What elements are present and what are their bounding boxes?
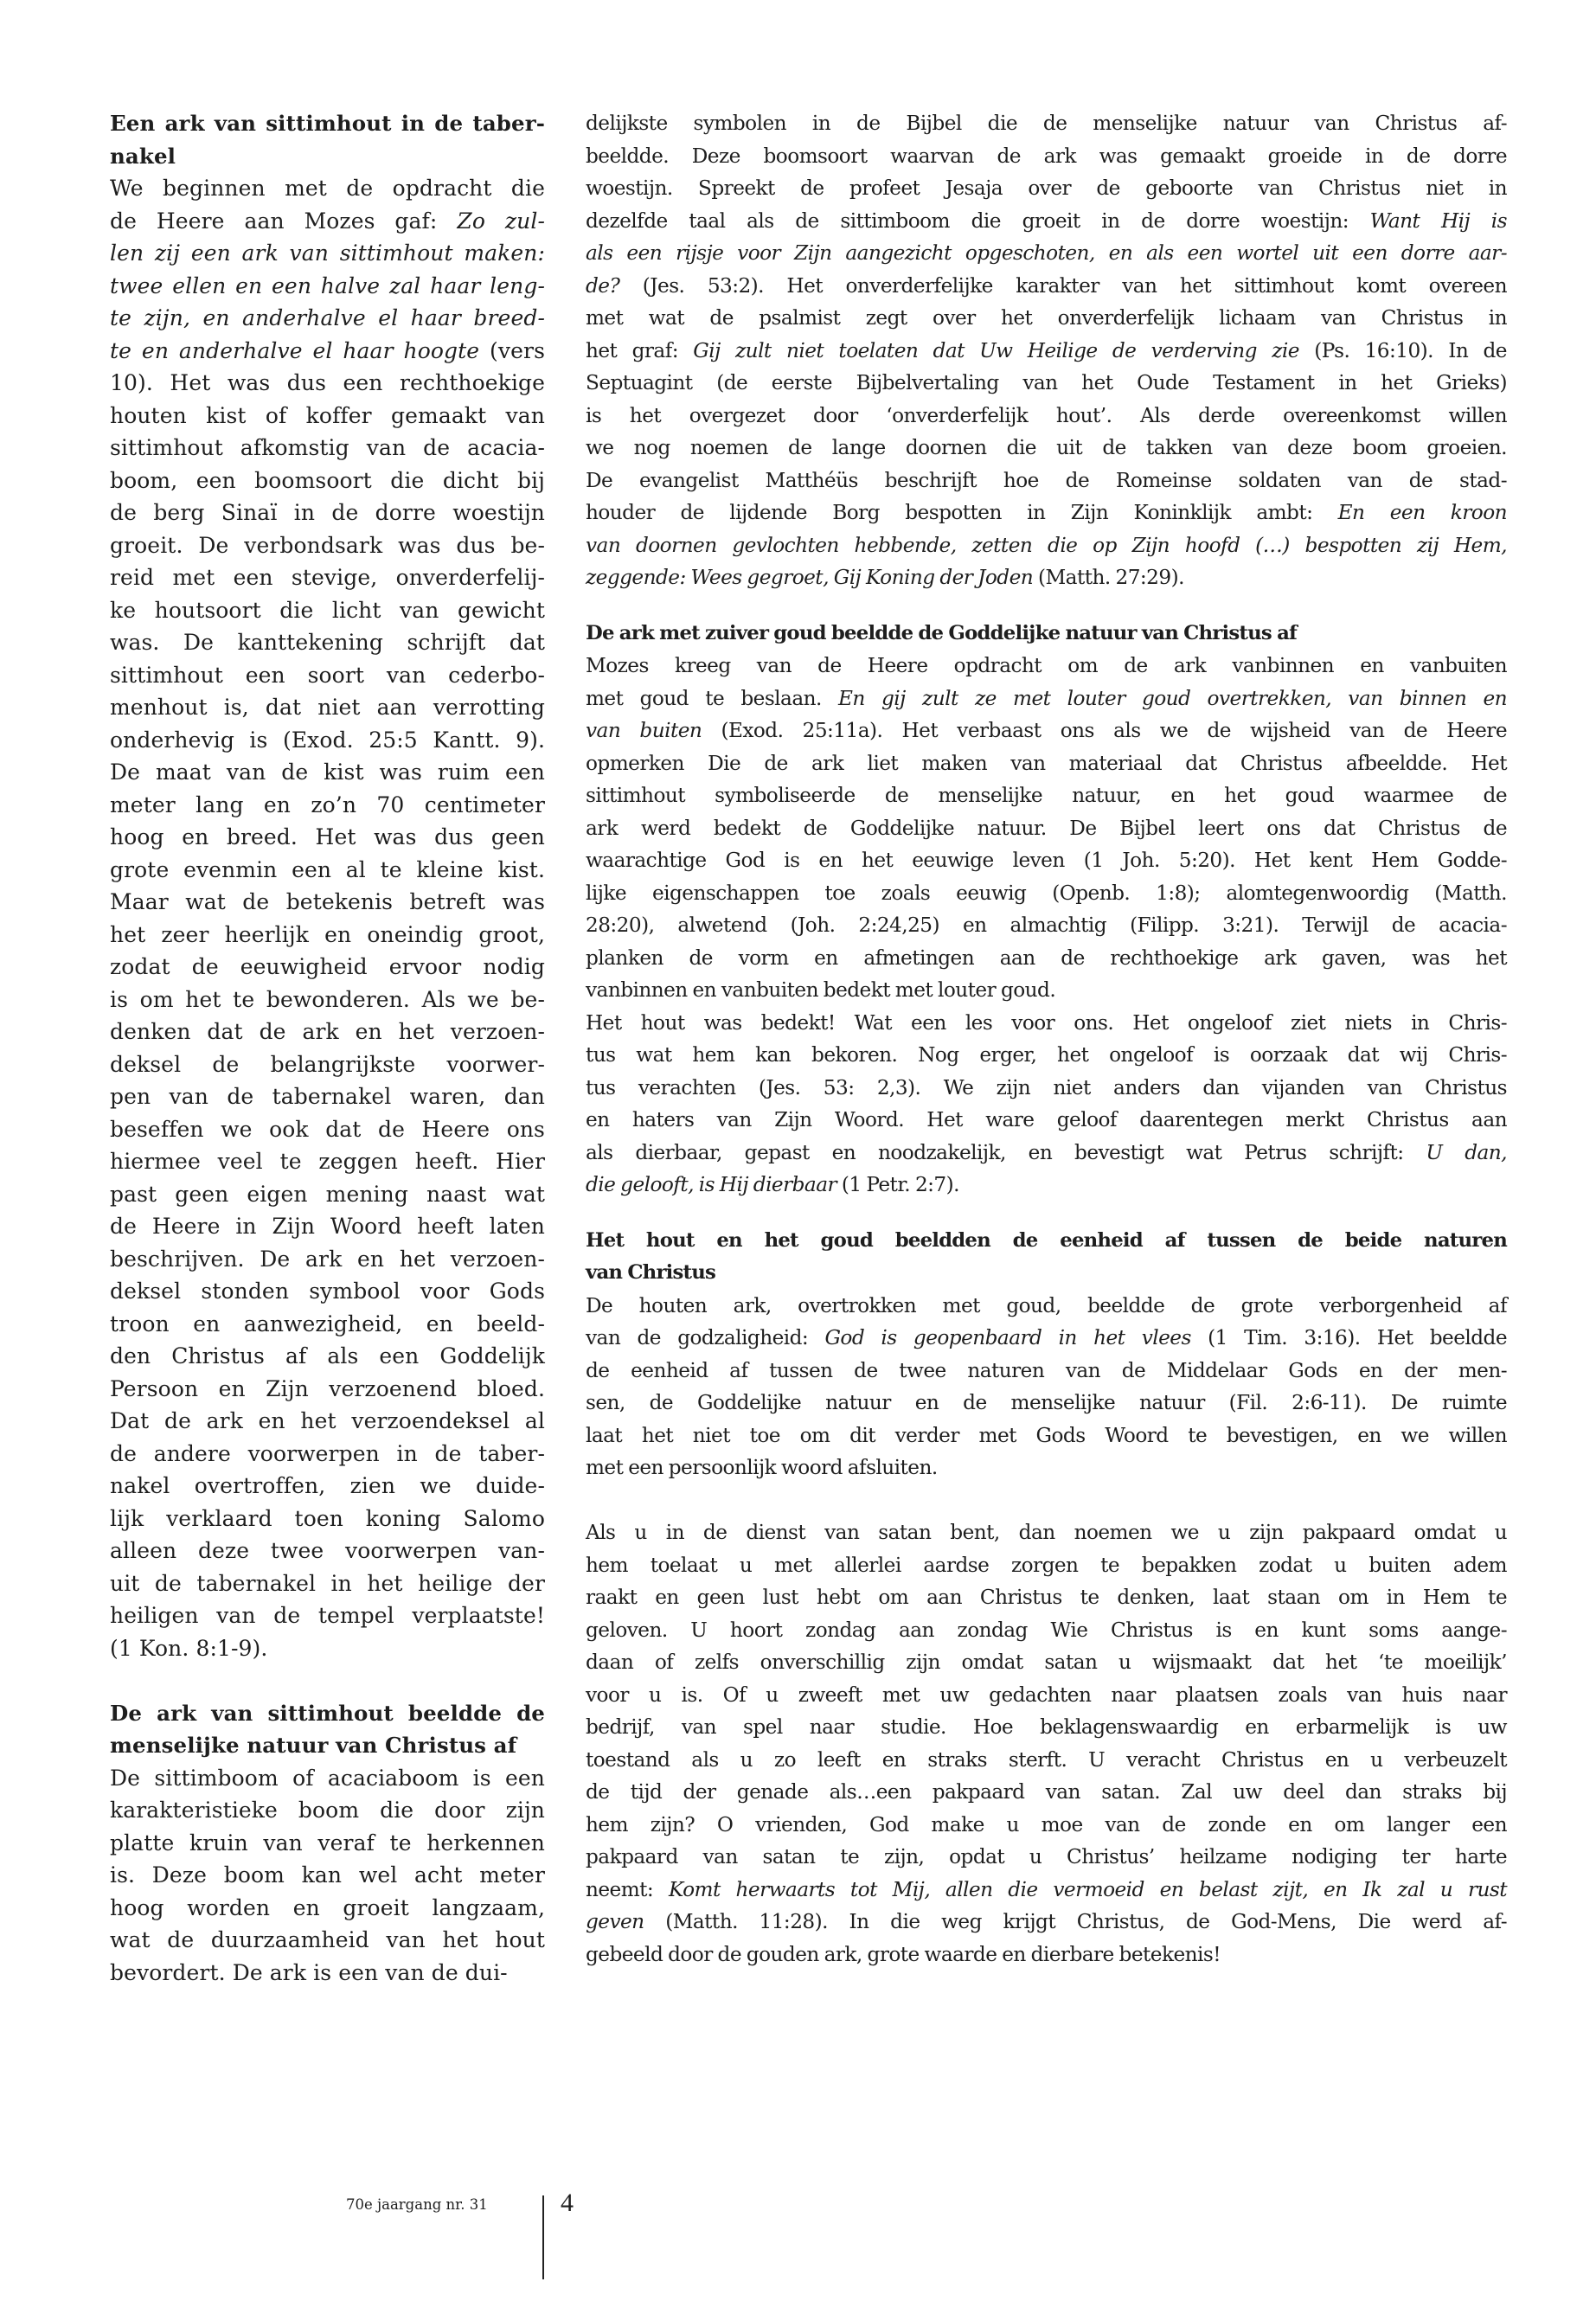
- body-text-line: [110, 561, 545, 594]
- body-text-line: [586, 1039, 1507, 1072]
- scripture-quote: En een kroon: [1337, 501, 1507, 524]
- body-text-line: [110, 886, 545, 919]
- text-run: en haters van Zijn Woord. Het ware geloof daarentegen merkt Christus aan: [586, 1108, 1507, 1131]
- body-text-line: [110, 400, 545, 433]
- body-text-line: [110, 237, 545, 270]
- body-text-line: [586, 1290, 1507, 1323]
- footer-divider: [542, 2195, 544, 2279]
- body-text-line: [586, 1420, 1507, 1452]
- text-run: Dat de ark en het verzoendeksel al: [110, 1408, 545, 1433]
- body-text-line: [110, 724, 545, 757]
- text-run: planken de vorm en afmetingen aan de rechthoekige ark gaven, was het: [586, 945, 1507, 970]
- body-text-line: [586, 1874, 1507, 1907]
- text-run: De houten ark, overtrokken met goud, beeldde de grote verborgenheid af: [586, 1293, 1507, 1317]
- text-run: (Jes. 53:2). Het onverderfelijke karakter van het sittimhout komt overeen: [619, 273, 1507, 298]
- right-column: [586, 107, 1507, 1971]
- body-text-line: [110, 1924, 545, 1957]
- text-run: We beginnen met de opdracht die: [110, 176, 545, 201]
- text-run: is om het te bewonderen. Als we be-: [110, 986, 545, 1012]
- text-run: groeit. De verbondsark was dus be-: [110, 532, 545, 558]
- body-text-line: [586, 1072, 1507, 1105]
- text-run: pen van de tabernakel waren, dan: [110, 1084, 545, 1109]
- text-run: troon en aanwezigheid, en beeld-: [110, 1311, 545, 1336]
- text-run: lijk verklaard toen koning Salomo: [110, 1505, 545, 1531]
- body-text-line: [110, 919, 545, 952]
- article-section: [110, 1664, 545, 1989]
- text-run: De evangelist Matthéüs beschrijft hoe de Romeinse soldaten van de stad-: [586, 468, 1507, 492]
- body-text-line: [110, 984, 545, 1016]
- body-text-line: [110, 691, 545, 724]
- body-text-line: [110, 367, 545, 400]
- body-text-line: [110, 1178, 545, 1211]
- body-text-line: [110, 1794, 545, 1827]
- text-run: pakpaard van satan te zijn, opdat u Christus’ heilzame nodiging ter harte: [586, 1845, 1507, 1868]
- body-text-line: [586, 1776, 1507, 1809]
- body-text-line: [110, 432, 545, 465]
- text-run: waarachtige God is en het eeuwige leven (1 Joh. 5:20). Het kent Hem Godde-: [586, 849, 1507, 872]
- text-run: 10). Het was dus een rechthoekige: [110, 370, 545, 395]
- text-run: gebeeld door de gouden ark, grote waarde en dierbare betekenis!: [586, 1942, 1221, 1966]
- body-text-line: [110, 302, 545, 335]
- body-text-line: [110, 951, 545, 984]
- body-text-line: [586, 367, 1507, 400]
- scripture-quote: Zo zul-: [457, 208, 545, 234]
- body-text-line: [586, 432, 1507, 465]
- text-run: hiermee veel te zeggen heeft. Hier: [110, 1149, 545, 1174]
- body-text-line: [110, 1632, 545, 1665]
- body-text-line: [110, 1405, 545, 1438]
- text-run: met een persoonlijk woord afsluiten.: [586, 1456, 938, 1479]
- text-run: sittimhout een soort van cederbo-: [110, 662, 545, 688]
- body-text-line: [110, 1567, 545, 1600]
- text-run: past geen eigen mening naast wat: [110, 1181, 545, 1207]
- text-run: 28:20), alwetend (Joh. 2:24,25) en almachtig (Filipp. 3:21). Terwijl de acacia-: [586, 913, 1507, 937]
- body-text-line: [110, 1243, 545, 1276]
- text-run: bevordert. De ark is een van de dui-: [110, 1959, 508, 1985]
- text-run: de tijd der genade als…een pakpaard van satan. Zal uw deel dan straks bij: [586, 1780, 1507, 1804]
- text-run: beeldde. Deze boomsoort waarvan de ark was gemaakt groeide in de dorre: [586, 144, 1507, 168]
- section-spacer: [586, 1484, 1507, 1517]
- body-text-line: [586, 1007, 1507, 1040]
- body-text-line: [586, 1549, 1507, 1582]
- article-section: [586, 1202, 1507, 1484]
- article-section: [586, 1484, 1507, 1971]
- text-run: van de godzaligheid:: [586, 1326, 825, 1349]
- body-text-line: [110, 172, 545, 205]
- text-run: hoog worden en groeit langzaam,: [110, 1894, 545, 1920]
- text-run: laat het niet toe om dit verder met Gods Woord te bevestigen, en we willen: [586, 1423, 1507, 1447]
- text-run: (1 Petr. 2:7).: [836, 1173, 959, 1196]
- body-text-line: [110, 1762, 545, 1795]
- text-run: platte kruin van veraf te herkennen: [110, 1830, 545, 1856]
- body-text-line: [586, 140, 1507, 173]
- text-run: de berg Sinaï in de dorre woestijn: [110, 500, 545, 525]
- text-run: De sittimboom of acaciaboom is een: [110, 1765, 545, 1791]
- text-run: karakteristieke boom die door zijn: [110, 1798, 545, 1823]
- article-section: [586, 594, 1507, 1202]
- text-run: neemt:: [586, 1877, 669, 1901]
- scripture-quote: geven: [586, 1910, 644, 1933]
- text-run: bedrijf, van spel naar studie. Hoe beklagenswaardig en erbarmelijk is uw: [586, 1715, 1507, 1739]
- text-run: geloven. U hoort zondag aan zondag Wie Christus is en kunt soms aange-: [586, 1618, 1507, 1642]
- scripture-quote: Want Hij is: [1369, 208, 1507, 233]
- text-run: sittimhout symboliseerde de menselijke natuur, en het goud waarmee de: [586, 784, 1507, 807]
- text-run: reid met een stevige, onverderfelij-: [110, 565, 545, 590]
- scripture-quote: die gelooft, is Hij dierbaar: [586, 1173, 837, 1196]
- body-text-line: [586, 844, 1507, 877]
- text-run: hem zijn? O vrienden, God make u moe van de zonde en om langer een: [586, 1812, 1507, 1836]
- body-text-line: [110, 1470, 545, 1503]
- body-text-line: [586, 1169, 1507, 1202]
- body-text-line: [110, 1827, 545, 1860]
- body-text-line: [586, 1679, 1507, 1712]
- body-text-line: [110, 821, 545, 854]
- text-run: deksel stonden symbool voor Gods: [110, 1279, 545, 1304]
- text-run: grote evenmin een al te kleine kist.: [110, 856, 545, 882]
- page-number: 4: [561, 2189, 574, 2217]
- section-heading: De ark van sittimhout beeldde de: [110, 1700, 545, 1726]
- text-run: ark werd bedekt de Goddelijke natuur. De Bijbel leert ons dat Christus de: [586, 816, 1507, 840]
- section-heading: van Christus: [586, 1261, 716, 1284]
- scripture-quote: len zij een ark van sittimhout maken:: [110, 240, 545, 266]
- body-text-line: [110, 1599, 545, 1632]
- text-run: nakel overtroffen, zien we duide-: [110, 1473, 545, 1498]
- body-text-line: [110, 1957, 545, 1990]
- text-run: denken dat de ark en het verzoen-: [110, 1019, 545, 1044]
- body-text-line: [586, 877, 1507, 910]
- body-text-line: [110, 270, 545, 303]
- text-run: is. Deze boom kan wel acht meter: [110, 1862, 545, 1888]
- text-run: met wat de psalmist zegt over het onverderfelijk lichaam van Christus in: [586, 306, 1507, 330]
- body-text-line: [586, 909, 1507, 942]
- text-run: Maar wat de betekenis betreft was: [110, 889, 545, 914]
- body-text-line: [586, 1809, 1507, 1842]
- text-run: menhout is, dat niet aan verrotting: [110, 695, 545, 720]
- body-text-line: [110, 659, 545, 692]
- body-text-line: [586, 779, 1507, 812]
- text-run: meter lang en zo’n 70 centimeter: [110, 792, 545, 817]
- text-run: het graf:: [586, 338, 694, 362]
- text-run: de eenheid af tussen de twee naturen van de Middelaar Gods en der men-: [586, 1358, 1507, 1382]
- body-text-line: [586, 561, 1507, 594]
- body-text-line: [586, 715, 1507, 747]
- text-run: opmerken Die de ark liet maken van materiaal dat Christus afbeeldde. Het: [586, 751, 1507, 775]
- text-run: lijke eigenschappen toe zoals eeuwig (Openb. 1:8); alomtegenwoordig (Matth.: [586, 881, 1507, 905]
- body-text-line: [586, 1355, 1507, 1388]
- body-text-line: [586, 812, 1507, 845]
- text-run: de Heere aan Mozes gaf:: [110, 208, 458, 234]
- body-text-line: [586, 107, 1507, 140]
- text-run: daan of zelfs onverschillig zijn omdat satan u wijsmaakt dat het ‘te moeilijk’: [586, 1650, 1507, 1674]
- text-run: vanbinnen en vanbuiten bedekt met louter goud.: [586, 978, 1056, 1002]
- text-run: sen, de Goddelijke natuur en de menselijke natuur (Fil. 2:6-11). De ruimte: [586, 1391, 1507, 1414]
- text-run: houder de lijdende Borg bespotten in Zijn Koninklijk ambt:: [586, 501, 1338, 524]
- text-run: (Ps. 16:10). In de: [1298, 338, 1507, 362]
- body-text-line: [110, 529, 545, 562]
- text-run: het zeer heerlijk en oneindig groot,: [110, 921, 545, 947]
- body-text-line: [110, 1113, 545, 1146]
- body-text-line: [586, 1137, 1507, 1170]
- body-text-line: [110, 1503, 545, 1535]
- body-text-line: [586, 1104, 1507, 1137]
- text-run: hoog en breed. Het was dus geen: [110, 824, 545, 849]
- text-run: beschrijven. De ark en het verzoen-: [110, 1246, 545, 1272]
- scripture-quote: twee ellen en een halve zal haar leng-: [110, 272, 545, 298]
- body-text-line: [110, 1535, 545, 1567]
- text-run: (Matth. 11:28). In die weg krijgt Christus, de God-Mens, Die werd af-: [644, 1910, 1507, 1933]
- issue-label: 70e jaargang nr. 31: [346, 2196, 488, 2213]
- text-run: uit de tabernakel in het heilige der: [110, 1570, 545, 1596]
- text-run: deksel de belangrijkste voorwer-: [110, 1051, 545, 1077]
- body-text-line: [110, 1859, 545, 1892]
- scripture-quote: de?: [586, 273, 620, 298]
- body-text-line: [586, 529, 1507, 562]
- text-run: onderhevig is (Exod. 25:5 Kantt. 9).: [110, 727, 545, 753]
- body-text-line: [586, 335, 1507, 368]
- body-text-line: [586, 1516, 1507, 1549]
- text-run: Persoon en Zijn verzoenend bloed.: [110, 1375, 545, 1401]
- body-text-line: [110, 1892, 545, 1925]
- body-text-line: [586, 1841, 1507, 1874]
- text-run: toestand als u zo leeft en straks sterft. U veracht Christus en u verbeuzelt: [586, 1747, 1507, 1772]
- scripture-quote: U dan,: [1426, 1140, 1507, 1164]
- body-text-line: [110, 1080, 545, 1113]
- text-run: (1 Tim. 3:16). Het beeldde: [1190, 1326, 1507, 1349]
- body-text-line: [586, 302, 1507, 335]
- body-text-line: [586, 1452, 1507, 1484]
- text-run: beseffen we ook dat de Heere ons: [110, 1116, 545, 1142]
- body-text-line: [110, 1308, 545, 1341]
- text-run: ke houtsoort die licht van gewicht: [110, 597, 545, 623]
- body-text-line: [586, 1646, 1507, 1679]
- scripture-quote: te zijn, en anderhalve el haar breed-: [110, 305, 545, 330]
- text-run: Als u in de dienst van satan bent, dan noemen we u zijn pakpaard omdat u: [586, 1521, 1507, 1544]
- body-text-line: [586, 1614, 1507, 1647]
- body-text-line: [110, 205, 545, 238]
- section-heading: Het hout en het goud beeldden de eenheid af tussen de beide naturen: [586, 1228, 1507, 1252]
- text-run: hem toelaat u met allerlei aardse zorgen te bepakken zodat u buiten adem: [586, 1553, 1507, 1577]
- body-text-line: [110, 1373, 545, 1406]
- body-text-line: [110, 626, 545, 659]
- text-run: was. De kanttekening schrijft dat: [110, 630, 545, 655]
- body-text-line: [586, 974, 1507, 1007]
- body-text-line: [110, 854, 545, 887]
- body-text-line: [110, 1275, 545, 1308]
- body-text-line: [586, 270, 1507, 303]
- body-text-line: [110, 1210, 545, 1243]
- body-text-line: [586, 400, 1507, 433]
- text-run: delijkste symbolen in de Bijbel die de menselijke natuur van Christus af-: [586, 112, 1507, 135]
- scripture-quote: zeggende: Wees gegroet, Gij Koning der Joden: [586, 566, 1034, 589]
- text-run: (1 Kon. 8:1-9).: [110, 1635, 268, 1661]
- body-text-line: [110, 335, 545, 368]
- text-run: is het overgezet door ‘onverderfelijk hout’. Als derde overeenkomst willen: [586, 403, 1507, 427]
- body-text-line: [110, 1438, 545, 1471]
- body-text-line: [586, 497, 1507, 529]
- scripture-quote: van doornen gevlochten hebbende, zetten die op Zijn hoofd (…) bespotten zij Hem,: [586, 533, 1507, 557]
- body-text-line: [586, 942, 1507, 975]
- text-run: alleen deze twee voorwerpen van-: [110, 1538, 545, 1563]
- text-run: we nog noemen de lange doornen die uit de takken van deze boom groeien.: [586, 436, 1507, 459]
- article-section: [110, 107, 545, 1664]
- text-run: Septuagint (de eerste Bijbelvertaling van het Oude Testament in het Grieks): [586, 371, 1507, 394]
- body-text-line: [586, 1711, 1507, 1744]
- body-text-line: [586, 465, 1507, 497]
- body-text-line: [586, 1906, 1507, 1939]
- body-text-line: [586, 747, 1507, 780]
- body-text-line: [110, 465, 545, 497]
- text-run: met goud te beslaan.: [586, 686, 839, 710]
- text-run: (Matth. 27:29).: [1033, 566, 1184, 589]
- text-run: raakt en geen lust hebt om aan Christus te denken, laat staan om in Hem te: [586, 1586, 1507, 1609]
- text-run: heiligen van de tempel verplaatste!: [110, 1603, 545, 1628]
- section-spacer: [586, 594, 1507, 618]
- scripture-quote: te en anderhalve el haar hoogte: [110, 337, 480, 363]
- text-run: wat de duurzaamheid van het hout: [110, 1927, 545, 1952]
- body-text-line: [586, 650, 1507, 683]
- body-text-line: [110, 497, 545, 529]
- scripture-quote: van buiten: [586, 719, 702, 742]
- text-run: sittimhout afkomstig van de acacia-: [110, 435, 545, 460]
- text-run: de andere voorwerpen in de taber-: [110, 1440, 545, 1466]
- text-run: den Christus af als een Goddelijk: [110, 1343, 545, 1368]
- body-text-line: [586, 205, 1507, 238]
- section-heading: De ark met zuiver goud beeldde de Goddelijke natuur van Christus af: [586, 621, 1298, 644]
- scripture-quote: En gij zult ze met louter goud overtrekken, van binnen en: [838, 686, 1507, 710]
- body-text-line: [586, 1939, 1507, 1971]
- scripture-quote: als een rijsje voor Zijn aangezicht opgeschoten, en als een wortel uit een dorre aar-: [586, 241, 1507, 265]
- left-column: [110, 107, 545, 1989]
- body-text-line: [110, 1016, 545, 1048]
- text-run: De maat van de kist was ruim een: [110, 760, 545, 785]
- text-run: tus verachten (Jes. 53: 2,3). We zijn niet anders dan vijanden van Christus: [586, 1075, 1507, 1099]
- section-heading: menselijke natuur van Christus af: [110, 1733, 517, 1758]
- text-run: de Heere in Zijn Woord heeft laten: [110, 1214, 545, 1239]
- body-text-line: [586, 1744, 1507, 1777]
- text-run: (vers: [479, 337, 545, 363]
- body-text-line: [110, 594, 545, 627]
- text-run: woestijn. Spreekt de profeet Jesaja over de geboorte van Christus niet in: [586, 176, 1507, 200]
- text-run: dezelfde taal als de sittimboom die groeit in de dorre woestijn:: [586, 208, 1370, 233]
- body-text-line: [110, 756, 545, 789]
- article-section: [586, 107, 1507, 594]
- section-spacer: [110, 1664, 545, 1697]
- scripture-quote: Komt herwaarts tot Mij, allen die vermoeid en belast zijt, en Ik zal u rust: [668, 1877, 1507, 1901]
- text-run: boom, een boomsoort die dicht bij: [110, 467, 545, 493]
- body-text-line: [110, 1145, 545, 1178]
- body-text-line: [586, 237, 1507, 270]
- body-text-line: [586, 1322, 1507, 1355]
- text-run: (Exod. 25:11a). Het verbaast ons als we de wijsheid van de Heere: [702, 719, 1507, 742]
- scripture-quote: Gij zult niet toelaten dat Uw Heilige de verderving zie: [693, 338, 1299, 362]
- body-text-line: [586, 1387, 1507, 1420]
- text-run: zodat de eeuwigheid ervoor nodig: [110, 954, 545, 979]
- body-text-line: [586, 683, 1507, 715]
- text-run: voor u is. Of u zweeft met uw gedachten naar plaatsen zoals van huis naar: [586, 1682, 1507, 1707]
- text-run: houten kist of koffer gemaakt van: [110, 402, 545, 428]
- text-run: Het hout was bedekt! Wat een les voor ons. Het ongeloof ziet niets in Chris-: [586, 1010, 1507, 1035]
- text-run: als dierbaar, gepast en noodzakelijk, en bevestigt wat Petrus schrijft:: [586, 1140, 1426, 1164]
- body-text-line: [110, 1048, 545, 1081]
- section-heading: Een ark van sittimhout in de taber-: [110, 111, 545, 136]
- body-text-line: [110, 789, 545, 822]
- text-run: Mozes kreeg van de Heere opdracht om de ark vanbinnen en vanbuiten: [586, 654, 1507, 677]
- section-heading: nakel: [110, 143, 176, 169]
- body-text-line: [586, 172, 1507, 205]
- text-run: tus wat hem kan bekoren. Nog erger, het ongeloof is oorzaak dat wij Chris-: [586, 1043, 1507, 1067]
- body-text-line: [586, 1581, 1507, 1614]
- scripture-quote: God is geopenbaard in het vlees: [824, 1326, 1191, 1349]
- section-spacer: [586, 1202, 1507, 1225]
- body-text-line: [110, 1340, 545, 1373]
